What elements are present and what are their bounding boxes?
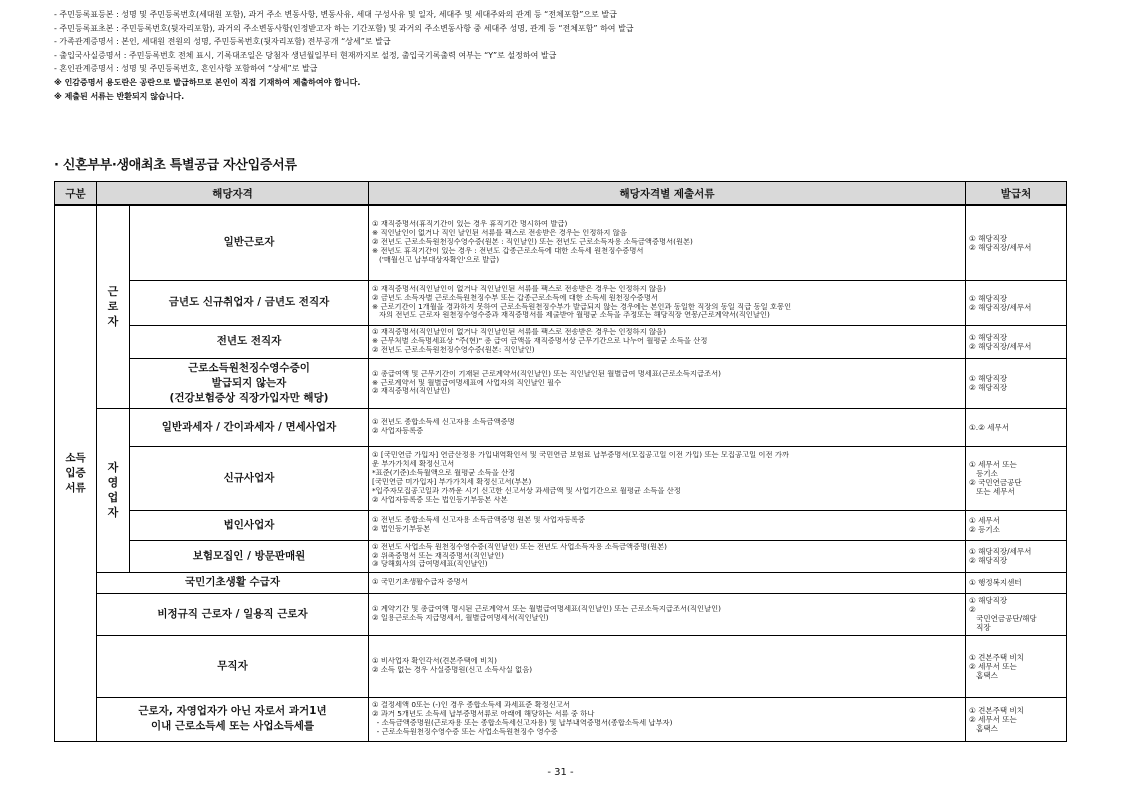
list-line: ① 해당직장 xyxy=(969,596,1008,605)
list-line: ① 견본주택 비치 xyxy=(969,652,1024,662)
list-line: ① 재직증명서(휴직기간이 있는 경우 휴직기간 명시하여 발급) xyxy=(372,220,568,229)
text-line: 근로자, 자영업자가 아닌 자로서 과거1년 xyxy=(138,705,327,717)
qualification-cell xyxy=(97,593,369,635)
text-line: 국민기초생활 수급자 xyxy=(185,576,280,588)
list-line: ① 재직증명서(직인날인이 없거나 직인날인된 서류를 팩스로 전송받은 경우는 인정하지 않음) xyxy=(372,284,666,293)
text-line: 자 xyxy=(107,315,119,329)
issuer-cell xyxy=(966,635,1067,697)
documents-cell xyxy=(369,510,966,540)
text-line: 근로소득원천징수영수증이 xyxy=(188,361,310,374)
text-line: 일반과세자 / 간이과세자 / 면세사업자 xyxy=(161,420,337,433)
note-line: - 출입국사실증명서 : 주민등록번호 전체 표시, 기록대조일은 당첨자 생년월일부터 현재까지로 설정, 출입국기록출력 여부는 “Y”로 설정하여 발급 xyxy=(54,50,557,60)
list-line: ② 재직증명서(직인날인) xyxy=(372,387,451,396)
text-line: 영 xyxy=(107,476,119,489)
list-line: ① 전년도 종합소득세 신고자용 소득금액증명 원본 및 사업자등록증 xyxy=(372,516,586,525)
qualification-cell xyxy=(130,325,369,358)
note-line: - 가족관계증명서 : 본인, 세대원 전원의 성명, 주민등록번호(뒷자리포함) 전부공개 “상세”로 발급 xyxy=(54,37,391,47)
notes-block xyxy=(54,8,1064,103)
issuer-cell xyxy=(966,205,1067,280)
text-line: 자 xyxy=(107,506,119,519)
text-line: 업 xyxy=(107,491,119,504)
list-line: ② 과거 5개년도 소득세 납부증명서류로 아래에 해당하는 서류 중 하나 xyxy=(372,710,595,719)
table-row xyxy=(55,540,1067,572)
list-line: ① 총급여액 및 근무기간이 기재된 근로계약서(직인날인) 또는 직인날인된 월별급여 명세표(근로소득지급조서) xyxy=(372,369,721,378)
list-line: - 소득금액증명원(근로자용 또는 종합소득세신고자용) 및 납부내역증명서(종합소득세 납부자) xyxy=(372,719,673,727)
text-line: 근 xyxy=(107,285,119,299)
table-row xyxy=(55,697,1067,741)
list-line: ① 세무서 xyxy=(969,516,1000,525)
list-line: ② 전년도 근로소득원천징수영수증(원본 : 직인날인) 또는 전년도 근로소득자용 소득금액증명서(원본) xyxy=(372,238,693,247)
note-line: - 주민등록표초본 : 주민등록번호(뒷자리포함), 과거의 주소변동사항(인정받고자 하는 기간포함) 및 과거의 주소변동사항 중 세대주 성명, 관계 등 “전체포함” 하여 발급 xyxy=(54,23,634,33)
documents-cell xyxy=(369,446,966,510)
list-line: ② 사업자등록증 또는 법인등기부등본 사본 xyxy=(372,495,508,504)
issuer-cell xyxy=(966,358,1067,408)
list-line: ② 국민연금공단 xyxy=(969,478,1022,487)
list-line: ② xyxy=(969,605,976,614)
documents-cell xyxy=(369,358,966,408)
qualification-cell xyxy=(97,697,369,741)
list-line: ① 국민기초생활수급자 증명서 xyxy=(372,578,468,587)
header-issuer: 발급처 xyxy=(966,182,1067,206)
issuer-cell xyxy=(966,572,1067,593)
documents-cell xyxy=(369,593,966,635)
list-line: 직장 xyxy=(969,623,991,632)
note-warning: ※ 제출된 서류는 반환되지 않습니다. xyxy=(54,91,185,101)
header-gubun: 구분 xyxy=(55,182,97,206)
list-line: ① 행정복지센터 xyxy=(969,578,1022,587)
group-self-employed xyxy=(97,408,130,572)
table-row xyxy=(55,593,1067,635)
table-row xyxy=(55,358,1067,408)
text-line: 서류 xyxy=(65,481,86,494)
issuer-cell xyxy=(966,280,1067,325)
list-line: *입주자모집공고일과 가까운 시기 신고한 신고서상 과세금액 및 사업기간으로 월평균 소득을 산정 xyxy=(372,486,681,495)
section-title: · 신혼부부·생애최초 특별공급 자산입증서류 xyxy=(54,158,297,173)
list-line: 국민연금공단/해당 xyxy=(969,614,1037,623)
list-line: ① 전년도 사업소득 원천징수영수증(직인날인) 또는 전년도 사업소득자용 소득금액증명(원본) xyxy=(372,542,667,551)
issuer-cell xyxy=(966,510,1067,540)
qualification-cell xyxy=(97,572,369,593)
documents-cell xyxy=(369,572,966,593)
list-line: ① 견본주택 비치 xyxy=(969,705,1024,715)
list-line: ('매월신고 납부대상자확인'으로 발급) xyxy=(372,256,500,265)
list-line: ① 해당직장 xyxy=(969,374,1008,383)
list-line: ① 비사업자 확인각서(견본주택에 비치) xyxy=(372,657,497,666)
list-line: ① 세무서 또는 xyxy=(969,460,1017,469)
table-row xyxy=(55,572,1067,593)
text-line: 전년도 전직자 xyxy=(216,335,282,347)
list-line: [국민연금 미가입자] 부가가치세 확정신고서(부본) xyxy=(372,478,532,486)
list-line: ② 사업자등록증 xyxy=(372,427,424,435)
header-documents: 해당자격별 제출서류 xyxy=(369,182,966,206)
list-line: ② 금년도 소득자별 근로소득원천징수부 또는 갑종근로소득에 대한 소득세 원천징수증명서 xyxy=(372,293,658,302)
list-line: ※ 전년도 휴직기간이 있는 경우 : 전년도 갑종근로소득에 대한 소득세 원천징수증명서 xyxy=(372,247,644,256)
list-line: ※ 직인날인이 없거나 직인 날인된 서류를 팩스로 전송받은 경우는 인정하지 않음 xyxy=(372,229,627,238)
issuer-cell xyxy=(966,593,1067,635)
text-line: 자 xyxy=(107,461,119,474)
documents-cell xyxy=(369,325,966,358)
list-line: ② 세무서 또는 xyxy=(969,661,1017,671)
note-line: - 주민등록표등본 : 성명 및 주민등록번호(세대원 포함), 과거 주소 변동사항, 변동사유, 세대 구성사유 및 일자, 세대주 및 세대주와의 관계 등 “전체포함”으로 발급 xyxy=(54,10,617,19)
list-line: ② 전년도 근로소득원천징수영수증(원본: 직인날인) xyxy=(372,345,535,354)
list-line: ② 위촉증명서 또는 재직증명서(직인날인) xyxy=(372,551,504,560)
group-worker xyxy=(97,205,130,408)
issuer-cell xyxy=(966,446,1067,510)
table-row xyxy=(55,635,1067,697)
text-line: 일반근로자 xyxy=(223,236,275,249)
list-line: ② 해당직장/세무서 xyxy=(969,302,1032,312)
list-line: ※ 근로계약서 및 월별급여명세표에 사업자의 직인날인 필수 xyxy=(372,378,562,387)
qualification-cell xyxy=(130,540,369,572)
qualification-cell xyxy=(130,446,369,510)
table-header-row xyxy=(55,182,1067,206)
list-line: ① 해당직장 xyxy=(969,332,1008,342)
text-line: 보험모집인 / 방문판매원 xyxy=(192,549,306,562)
documents-table xyxy=(54,181,1067,742)
documents-cell xyxy=(369,540,966,572)
documents-cell xyxy=(369,408,966,446)
text-line: 소득 xyxy=(65,451,86,464)
list-line: ①.② 세무서 xyxy=(969,422,1009,432)
header-qualification: 해당자격 xyxy=(97,182,369,206)
list-line: ② 등기소 xyxy=(969,525,1000,534)
note-warning: ※ 인감증명서 용도란은 공란으로 발급하므로 본인이 직접 기재하여 제출하여야 합니다. xyxy=(54,77,361,87)
list-line: 홈택스 xyxy=(969,723,998,733)
list-line: ① 결정세액 0또는 (-)인 경우 종합소득세 과세표준 확정신고서 xyxy=(372,701,570,710)
list-line: ※ 근로기간이 1개월을 경과하지 못하여 근로소득원천징수부가 발급되지 않는 경우에는 본인과 동일한 직장의 동일 직급 동일 호봉인 xyxy=(372,302,792,311)
documents-cell xyxy=(369,280,966,325)
list-line: ① [국민연금 가입자] 연금산정용 가입내역확인서 및 국민연금 보험료 납부증명서(모집공고일 이전 가입) 또는 모집공고일 이전 가까 xyxy=(372,451,789,460)
documents-cell xyxy=(369,697,966,741)
list-line: ① 해당직장/세무서 xyxy=(969,547,1032,556)
list-line: ② 세무서 또는 xyxy=(969,714,1017,724)
list-line: *표준(기준)소득월액으로 월평균 소득을 산정 xyxy=(372,469,516,478)
issuer-cell xyxy=(966,697,1067,741)
text-line: 이내 근로소득세 또는 사업소득세를 xyxy=(150,720,315,732)
qualification-cell xyxy=(130,280,369,325)
text-line: 입증 xyxy=(65,466,86,479)
qualification-cell xyxy=(130,510,369,540)
list-line: ① 해당직장 xyxy=(969,233,1008,243)
list-line: ② 해당직장 xyxy=(969,556,1008,565)
list-line: ② 소득 없는 경우 사실증명원(신고 소득사실 없음) xyxy=(372,666,533,674)
qualification-cell xyxy=(130,408,369,446)
list-line: 자의 전년도 근로자 원천징수영수증과 재직증명서를 제출받아 월평균 소득을 추정또는 해당직장 연봉/근로계약서(직인날인) xyxy=(372,311,770,320)
list-line: - 근로소득원천징수영수증 또는 사업소득원천징수 영수증 xyxy=(372,727,558,736)
list-line: ② 해당직장 xyxy=(969,383,1008,392)
text-line: 금년도 신규취업자 / 금년도 전직자 xyxy=(168,296,330,308)
list-line: ※ 근무처별 소득명세표상 "주(현)" 총 급여 금액을 재직증명서상 근무기간으로 나누어 월평균 소득을 산정 xyxy=(372,337,708,346)
issuer-cell xyxy=(966,540,1067,572)
list-line: ② 해당직장/세무서 xyxy=(969,242,1032,252)
text-line: 법인사업자 xyxy=(223,518,275,531)
list-line: 또는 세무서 xyxy=(969,487,1015,496)
issuer-cell xyxy=(966,408,1067,446)
category-income-proof xyxy=(55,205,97,741)
documents-cell xyxy=(369,205,966,280)
qualification-cell xyxy=(97,635,369,697)
text-line: (건강보험증상 직장가입자만 해당) xyxy=(169,391,329,404)
qualification-cell xyxy=(130,205,369,280)
page-number: - 31 - xyxy=(547,767,574,778)
list-line: ② 해당직장/세무서 xyxy=(969,341,1032,351)
table-row xyxy=(55,510,1067,540)
text-line: 발급되지 않는자 xyxy=(211,376,287,389)
table-row xyxy=(55,446,1067,510)
list-line: 운 부가가치세 확정신고서 xyxy=(372,460,455,469)
text-line: 무직자 xyxy=(217,659,248,672)
issuer-cell xyxy=(966,325,1067,358)
note-line: - 혼인관계증명서 : 성명 및 주민등록번호, 혼인사항 포함하여 “상세”로 발급 xyxy=(54,64,318,74)
list-line: ③ 당해회사의 급여명세표(직인날인) xyxy=(372,560,488,569)
documents-cell xyxy=(369,635,966,697)
table-row xyxy=(55,325,1067,358)
list-line: 홈택스 xyxy=(969,670,998,680)
text-line: 신규사업자 xyxy=(223,471,275,484)
list-line: 등기소 xyxy=(969,469,998,478)
list-line: ① 재직증명서(직인날인이 없거나 직인날인된 서류를 팩스로 전송받은 경우는 인정하지 않음) xyxy=(372,328,666,337)
list-line: ② 법인등기부등본 xyxy=(372,525,431,533)
list-line: ① 해당직장 xyxy=(969,293,1008,303)
qualification-cell xyxy=(130,358,369,408)
list-line: ① 계약기간 및 총급여액 명시된 근로계약서 또는 월별급여명세표(직인날인) 또는 근로소득지급조서(직인날인) xyxy=(372,605,721,614)
list-line: ① 전년도 종합소득세 신고자용 소득금액증명 xyxy=(372,418,515,427)
text-line: 비정규직 근로자 / 일용직 근로자 xyxy=(157,607,308,620)
table-row xyxy=(55,205,1067,280)
table-row xyxy=(55,280,1067,325)
list-line: ② 일용근로소득 지급명세서, 월별급여명세서(직인날인) xyxy=(372,614,549,622)
text-line: 로 xyxy=(107,300,119,314)
table-row xyxy=(55,408,1067,446)
